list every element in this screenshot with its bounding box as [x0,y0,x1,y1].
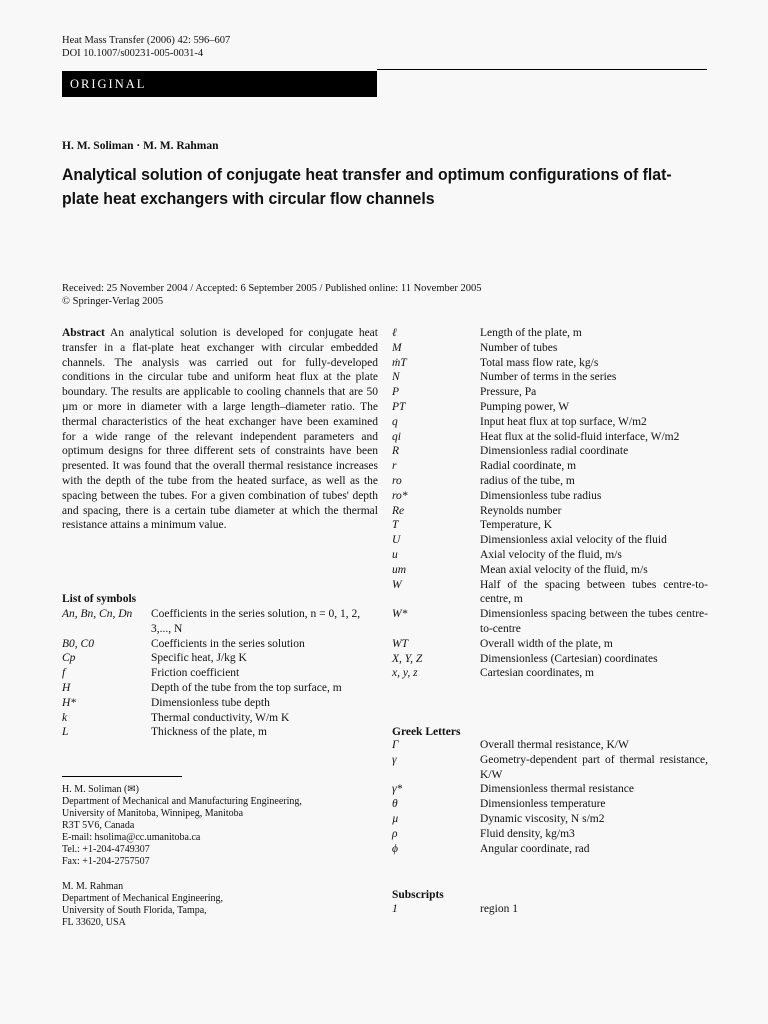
symbol: Γ [392,739,399,751]
symbol-description: Temperature, K [480,519,552,532]
symbol-row [62,651,382,666]
symbol-row [392,637,708,652]
symbol-description: Radial coordinate, m [480,460,577,473]
symbol-description: region 1 [480,903,519,915]
symbol-row [392,459,708,474]
subscripts-list [392,902,708,917]
symbol-description: Dimensionless tube depth [151,696,270,709]
affiliation-line: University of Manitoba, Winnipeg, Manitoba [62,808,244,819]
symbol: θ [392,798,398,811]
symbol-row [62,711,382,726]
journal-doi: DOI 10.1007/s00231-005-0031-4 [62,48,204,59]
symbol-description: Mean axial velocity of the fluid, m/s [480,563,648,576]
symbol-row [392,842,708,857]
publication-history: Received: 25 November 2004 / Accepted: 6 September 2005 / Published online: 11 November 2005 [62,283,482,294]
copyright: © Springer-Verlag 2005 [62,296,164,307]
symbol: qi [392,430,401,443]
symbol-row [62,666,382,681]
symbol-description: Dimensionless tube radius [480,489,602,502]
symbol: U [392,534,401,547]
symbol-description: Pressure, Pa [480,386,537,399]
symbol-row [392,489,708,504]
symbol: γ [392,753,397,766]
symbol-row [62,725,382,740]
symbol-description: Friction coefficient [151,667,240,680]
symbol-row [392,652,708,667]
symbol-row [392,400,708,415]
symbol-description: Fluid density, kg/m3 [480,827,575,840]
symbol-description: Axial velocity of the fluid, m/s [480,548,622,561]
symbol-description: Dimensionless temperature [480,798,606,811]
symbol-row [62,637,382,652]
symbol: H* [62,696,77,709]
symbol-row [392,666,708,681]
symbol-row [392,518,708,533]
affiliation-name: H. M. Soliman (✉) [62,784,139,795]
article-type-band: ORIGINAL [62,71,377,97]
symbol-row [392,812,708,827]
affiliation-line: Department of Mechanical and Manufacturing Engineering, [62,796,302,807]
symbol: Re [392,504,405,517]
symbol-description: Dynamic viscosity, N s/m2 [480,812,605,825]
symbol: ℓ [392,327,397,339]
symbol: M [392,341,402,354]
symbol-description: Overall width of the plate, m [480,637,613,650]
abstract-text: An analytical solution is developed for conjugate heat transfer in a flat-plate heat exchanger with circular embedded channels. The analysis was carried out for fully-developed conditions in the circular tube and uniform heat flux at the plate boundary. The results are applicable to cooling channels that are 50 µm or more in diameter with a large length–diameter ratio. The thermal characteristics of the heat exchanger have been examined for a wide range of the relevant independent parameters and optimum designs for three different sets of constraints have been presented. It was found that the overall thermal resistance increases with the depth of the tube from the heated surface, as well as the spacing between the tubes. For a given combination of tubes' depth and spacing, there is a certain tube diameter at which the thermal resistance attains a minimum value. [62,327,378,532]
symbol-description: Dimensionless axial velocity of the fluid [480,534,667,547]
symbol: ρ [392,827,398,840]
symbol-description: Overall thermal resistance, K/W [480,739,629,751]
symbol-description: Coefficients in the series solution [151,637,305,650]
symbol: ṁT [392,356,407,369]
affiliation-line: FL 33620, USA [62,917,126,928]
symbol-description: Dimensionless spacing between the tubes centre-to-centre [480,608,708,635]
footnote-rule [62,776,182,777]
symbol-description: Geometry-dependent part of thermal resistance, K/W [480,753,708,781]
symbol-row [392,430,708,445]
symbol-row [392,444,708,459]
symbol: r [392,460,397,473]
symbol-row [392,738,708,753]
subscripts-heading: Subscripts [392,889,444,901]
affiliation-line: University of South Florida, Tampa, [62,905,207,916]
affiliation-line: R3T 5V6, Canada [62,820,135,831]
symbol: f [62,667,66,680]
symbol: q [392,415,398,428]
symbol-row [392,474,708,489]
subscripts-section [392,889,708,917]
symbol-row [392,356,708,371]
abstract-heading: Abstract [62,327,105,339]
symbol-row [392,326,708,341]
symbol-row [392,504,708,519]
affiliation-line: Fax: +1-204-2757507 [62,856,150,867]
symbol: X, Y, Z [392,652,423,665]
affiliation-name: M. M. Rahman [62,881,124,892]
symbol: W [392,578,402,591]
symbol-description: Dimensionless thermal resistance [480,783,634,796]
symbol-description: Total mass flow rate, kg/s [480,356,599,369]
symbol-row [62,607,382,637]
greek-letters-heading: Greek Letters [392,726,461,738]
symbol: x, y, z [392,667,418,680]
symbol: B0, C0 [62,637,94,650]
affiliation-line: Department of Mechanical Engineering, [62,893,224,904]
greek-letters-section [392,726,708,856]
symbol-description: Number of tubes [480,341,558,354]
symbol: ro* [392,489,408,502]
symbol-row [392,415,708,430]
header-rule [377,69,707,70]
symbol: k [62,711,68,724]
abstract [62,326,378,533]
symbol: γ* [392,783,403,796]
symbol-row [62,696,382,711]
symbol-description: Length of the plate, m [480,327,582,339]
symbol-row [392,563,708,578]
symbol: W* [392,608,408,621]
symbol-description: Heat flux at the solid-fluid interface, W/m2 [480,430,680,443]
symbol: L [62,726,69,739]
journal-citation: Heat Mass Transfer (2006) 42: 596–607 [62,35,231,46]
symbol-description: Reynolds number [480,504,562,517]
symbol-row [392,753,708,783]
symbol-description: Dimensionless radial coordinate [480,445,629,458]
symbol-description: Pumping power, W [480,400,570,413]
symbol-row [392,797,708,812]
journal-header [62,34,230,60]
symbol-description: radius of the tube, m [480,474,575,487]
symbol-description: Half of the spacing between tubes centre-to-centre, m [480,578,708,606]
symbol-row [392,370,708,385]
dates-block [62,282,482,308]
affiliation-rahman [62,881,382,929]
symbol: WT [392,637,408,650]
symbol: H [62,681,71,694]
symbol-row [392,782,708,797]
affiliation-line: Tel.: +1-204-4749307 [62,844,150,855]
symbol: T [392,519,399,532]
symbol-row [392,827,708,842]
symbol-description: Specific heat, J/kg K [151,652,247,665]
authors: H. M. Soliman · M. M. Rahman [62,140,219,152]
symbol-row [392,548,708,563]
symbol: u [392,548,398,561]
symbol-description: Angular coordinate, rad [480,842,590,855]
symbol: um [392,563,407,576]
symbol: P [392,386,400,399]
symbol: µ [392,812,399,825]
affiliation-line: E-mail: hsolima@cc.umanitoba.ca [62,832,201,843]
symbol-row [392,607,708,637]
symbol-description: Depth of the tube from the top surface, m [151,681,342,694]
symbol: 1 [392,903,398,915]
symbol-list-left [62,607,382,740]
greek-letters-list [392,738,708,856]
symbol-description: Cartesian coordinates, m [480,667,595,680]
symbol: ϕ [392,842,398,855]
symbol-row [392,902,708,917]
symbol: N [392,371,400,384]
symbol-list-right [392,326,708,681]
symbol-description: Number of terms in the series [480,371,617,384]
symbol-row [392,341,708,356]
symbol-description: Thickness of the plate, m [151,726,267,739]
symbol-row [392,578,708,608]
paper-title: Analytical solution of conjugate heat transfer and optimum configurations of flat-plate heat exchangers with circular flow channels [62,165,672,208]
symbol-row [62,681,382,696]
symbol: An, Bn, Cn, Dn [62,608,133,620]
list-of-symbols-heading: List of symbols [62,593,137,605]
symbol-row [392,385,708,400]
symbol: ro [392,474,402,487]
symbol-description: Input heat flux at top surface, W/m2 [480,415,647,428]
symbol: PT [392,400,406,413]
symbol-description: Thermal conductivity, W/m K [151,711,290,724]
symbol-description: Coefficients in the series solution, n = 0, 1, 2, 3,..., N [151,608,361,635]
symbol-row [392,533,708,548]
symbol: Cp [62,652,76,665]
symbol-description: Dimensionless (Cartesian) coordinates [480,652,658,665]
symbol: R [392,445,400,458]
affiliation-soliman [62,784,382,868]
